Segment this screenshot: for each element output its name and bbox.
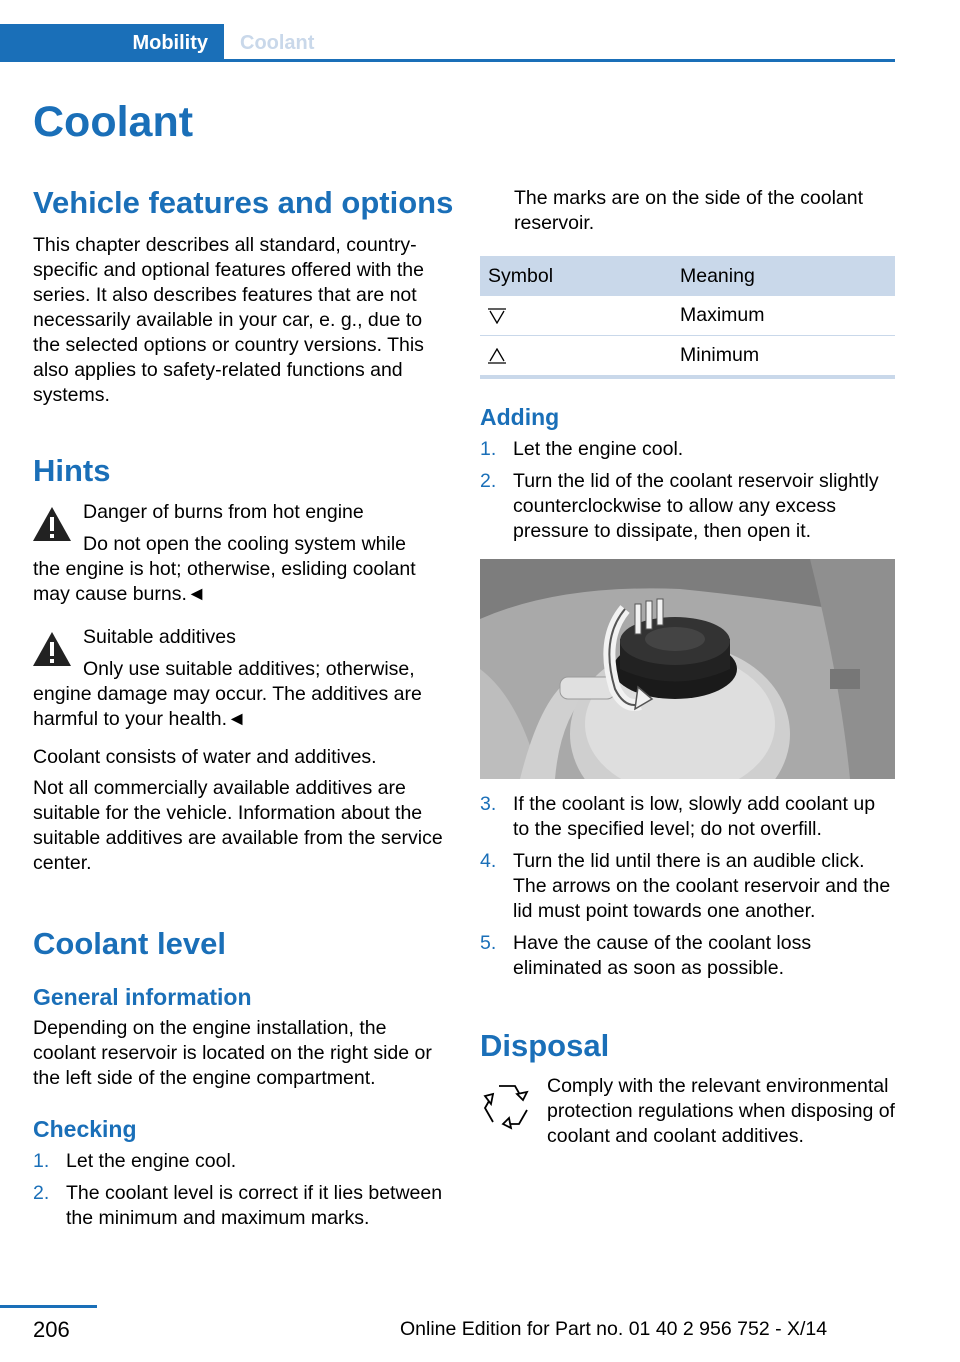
list-item: 2. The coolant level is correct if it lies between the minimum and maximum marks. [33, 1182, 443, 1229]
edition-text: Online Edition for Part no. 01 40 2 956 752 - X/14 [400, 1318, 828, 1340]
symbol-cell [480, 296, 672, 336]
min-mark-icon [488, 348, 506, 364]
max-mark-icon [488, 308, 506, 324]
meaning-cell: Maximum [672, 296, 895, 336]
page-number: 206 [33, 1317, 70, 1342]
page-title: Coolant [33, 98, 194, 146]
symbol-cell [480, 336, 672, 378]
disposal-text: Comply with the relevant environmental protection regulations when disposing of coolant and coolant additives. [547, 1075, 895, 1147]
warning-burns-text-rest: the engine is hot; otherwise, esliding coolant may cause burns.◄ [33, 558, 416, 605]
list-item: 3. If the coolant is low, slowly add coolant up to the specified level; do not overfill. [480, 793, 876, 840]
warning-icon [31, 505, 73, 543]
adding-steps-before [480, 437, 895, 544]
header-bar [0, 0, 895, 62]
vehicle-features-text: This chapter describes all standard, country-specific and optional features offered with the series. It also describes features that are not necessarily available in your car, e. g., due to the selected options or country versions. This also applies to safety-related functions and systems. [33, 234, 424, 406]
heading-vehicle-features: Vehicle features and options [33, 185, 454, 220]
table-row [480, 336, 895, 378]
heading-adding: Adding [480, 404, 560, 430]
column-header-meaning: Meaning [672, 256, 895, 296]
symbol-table [480, 256, 895, 379]
column-header-symbol: Symbol [480, 256, 672, 296]
coolant-reservoir-illustration [480, 559, 895, 779]
table-row [480, 296, 895, 336]
list-item: 1. Let the engine cool. [480, 438, 684, 460]
list-item: 2. Turn the lid of the coolant reservoir slightly counterclockwise to allow any excess pressure to dissipate, then open it. [480, 470, 879, 542]
header-rule [0, 59, 895, 62]
heading-hints: Hints [33, 453, 111, 488]
list-item: 1. Let the engine cool. [33, 1150, 237, 1172]
table-header-row [480, 256, 895, 296]
warning-icon [31, 630, 73, 668]
warning-burns-text-first: Do not open the cooling system while [83, 533, 407, 555]
hints-para-2: Not all commercially available additives are suitable for the vehicle. Information about the suitable additives are available from the service center. [33, 777, 443, 874]
recycle-icon [481, 1080, 533, 1132]
heading-checking: Checking [33, 1116, 137, 1142]
warning-additives-text-rest: engine damage may occur. The additives are harmful to your health.◄ [33, 683, 422, 730]
meaning-cell: Minimum [672, 336, 895, 378]
checking-steps [33, 1149, 448, 1231]
general-information-text: Depending on the engine installation, the coolant reservoir is located on the right side or the left side of the engine compartment. [33, 1017, 432, 1089]
heading-coolant-level: Coolant level [33, 926, 226, 961]
warning-additives-title: Suitable additives [83, 626, 236, 648]
heading-general-information: General information [33, 984, 252, 1010]
list-item: 4. Turn the lid until there is an audible click. The arrows on the coolant reservoir and the lid must point towards one another. [480, 850, 891, 922]
marks-text: The marks are on the side of the coolant reservoir. [514, 187, 864, 234]
adding-steps-after [480, 792, 895, 981]
tab-mobility[interactable]: Mobility [0, 24, 224, 62]
warning-burns-title: Danger of burns from hot engine [83, 501, 364, 523]
list-item: 5. Have the cause of the coolant loss eliminated as soon as possible. [480, 932, 812, 979]
heading-disposal: Disposal [480, 1028, 610, 1063]
hints-para-1: Coolant consists of water and additives. [33, 746, 377, 768]
footer-rule [0, 1305, 97, 1308]
warning-additives-text-first: Only use suitable additives; otherwise, [83, 658, 415, 680]
tab-coolant[interactable]: Coolant [240, 32, 315, 54]
